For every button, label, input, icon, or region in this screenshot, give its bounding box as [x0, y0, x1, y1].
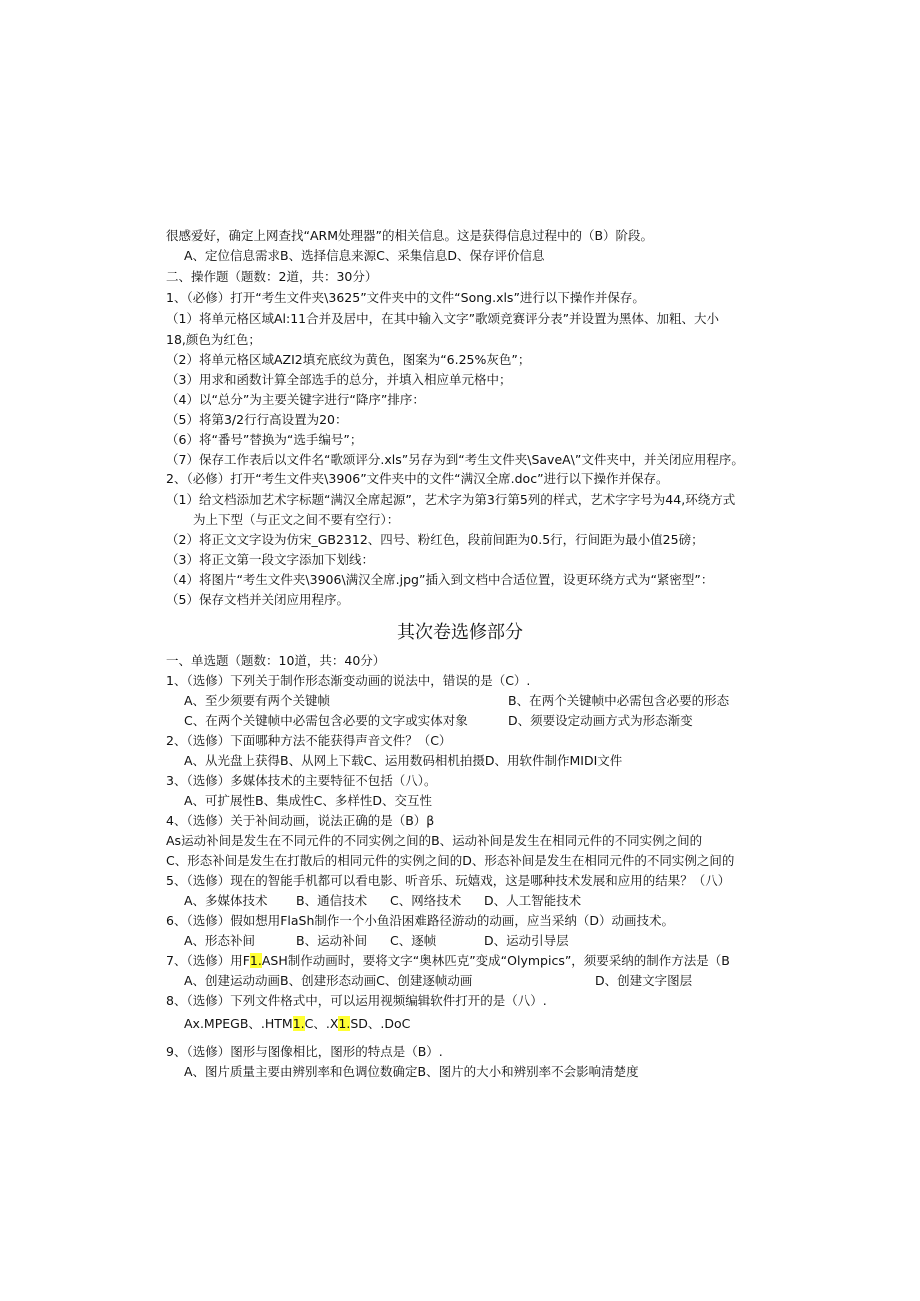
- option-b: B、运动补间: [296, 933, 368, 948]
- question-line: 8、（选修）下列文件格式中，可以运用视频编辑软件打开的是（八）.: [166, 993, 547, 1008]
- option-c: C、在两个关键帧中必需包含必要的文字或实体对象: [184, 713, 468, 728]
- options-line: A、图片质量主要由辨别率和色调位数确定B、图片的大小和辨别率不会影响清楚度: [184, 1064, 639, 1079]
- question-line: [166, 951, 730, 971]
- highlighted-text: 1.: [249, 953, 262, 968]
- option-d: D、人工智能技术: [484, 893, 582, 908]
- options-line: A、从光盘上获得B、从网上下载C、运用数码相机拍摄D、用软件制作MIDI文件: [184, 753, 623, 768]
- options-line: C、形态补间是发生在打散后的相同元件的实例之间的D、形态补间是发生在相同元件的不同实例之间的: [166, 853, 735, 868]
- question-line: 9、（选修）图形与图像相比，图形的特点是（B）.: [166, 1044, 443, 1059]
- question-line: 1、（选修）下列关于制作形态渐变动画的说法中，错误的是（C）.: [166, 673, 531, 688]
- step-line: （1）给文档添加艺术字标题“满汉全席起源”，艺术字为第3行第5列的样式，艺术字字号为44,环绕方式: [166, 492, 736, 507]
- highlighted-text: 1.: [292, 1016, 305, 1031]
- option-b: B、在两个关键帧中必需包含必要的形态: [508, 693, 730, 708]
- question-line: 6、（选修）假如想用FlaSh制作一个小鱼沿困难路径游动的动画，应当采纳（D）动画技术。: [166, 913, 675, 928]
- step-line: （2）将单元格区域AZI2填充底纹为黄色，图案为“6.25%灰色”；: [166, 352, 531, 367]
- step-line: （5）保存文档并关闭应用程序。: [166, 592, 349, 607]
- step-line: （4）以“总分”为主要关键字进行“降序”排序：: [166, 392, 425, 407]
- option-b: B、通信技术: [296, 893, 368, 908]
- step-line: （5）将第3/2行行高设置为20：: [166, 412, 348, 427]
- option-a: A、多媒体技术: [184, 893, 268, 908]
- option-a: A、形态补间: [184, 933, 256, 948]
- question-line: 1、（必修）打开“考生文件夹\3625”文件夹中的文件“Song.xls”进行以下操作并保存。: [166, 290, 645, 305]
- option-d: D、须要设定动画方式为形态渐变: [508, 713, 693, 728]
- step-line: （4）将图片“考生文件夹\3906\满汉全席.jpg”插入到文档中合适位置，设更环绕方式为“紧密型”：: [166, 572, 714, 587]
- option-d: D、运动引导层: [484, 933, 569, 948]
- option-text: SD、.DoC: [350, 1016, 411, 1031]
- highlighted-text: 1.: [338, 1016, 351, 1031]
- text-line: 很感爱好，确定上网查找“ARM处理器”的相关信息。这是获得信息过程中的（B）阶段。: [166, 228, 654, 243]
- step-line: （3）将正文第一段文字添加下划线：: [166, 552, 374, 567]
- step-line: （1）将单元格区域Al:11合并及居中，在其中输入文字”歌颂竞赛评分表”并设置为黑体、加粗、大小: [166, 311, 720, 326]
- option-text: C、.X: [304, 1016, 339, 1031]
- options-line: As运动补间是发生在不同元件的不同实例之间的B、运动补间是发生在相同元件的不同实例之间的: [166, 833, 703, 848]
- option-c: C、逐帧: [390, 933, 437, 948]
- option-a: A、至少须要有两个关键帧: [184, 693, 331, 708]
- step-line: 18,颜色为红色；: [166, 332, 261, 347]
- question-line: 2、（必修）打开“考生文件夹\3906”文件夹中的文件“满汉全席.doc”进行以下操作并保存。: [166, 471, 669, 486]
- section-heading: 二、操作题（题数：2道，共：30分）: [166, 269, 378, 284]
- question-text: ASH制作动画时，要将文字“奥林匹克”变成“Olympics”，须要采纳的制作方法是（B: [261, 953, 730, 968]
- step-line: （7）保存工作表后以文件名“歌颂评分.xls”另存为到“考生文件夹\SaveA\”文件夹中，并关闭应用程序。: [166, 452, 744, 467]
- question-line: 4、（选修）关于补间动画，说法正确的是（B）β: [166, 813, 435, 828]
- step-line: （6）将“番号”替换为“选手编号”；: [166, 432, 363, 447]
- option-d: D、创建文字图层: [595, 973, 693, 988]
- section-title: 其次卷选修部分: [397, 622, 523, 643]
- question-text: 7、（选修）用F: [166, 953, 250, 968]
- question-line: 5、（选修）现在的智能手机都可以看电影、听音乐、玩嬉戏，这是哪种技术发展和应用的结果？（八）: [166, 873, 731, 888]
- step-line: 为上下型（与正文之间不要有空行）：: [193, 512, 400, 527]
- section-heading: 一、单选题（题数：10道，共：40分）: [166, 653, 386, 668]
- question-line: 3、（选修）多媒体技术的主要特征不包括（八）。: [166, 773, 437, 788]
- step-line: （3）用求和函数计算全部选手的总分，并填入相应单元格中；: [166, 372, 512, 387]
- question-line: 2、（选修）下面哪种方法不能获得声音文件？（C）: [166, 733, 452, 748]
- option-c: C、网络技术: [390, 893, 462, 908]
- options-line: [184, 1014, 410, 1034]
- step-line: （2）将正文文字设为仿宋_GB2312、四号、粉红色，段前间距为0.5行，行间距为最小值25磅；: [166, 532, 704, 547]
- options-line: A、可扩展性B、集成性C、多样性D、交互性: [184, 793, 432, 808]
- options-line: A、创建运动动画B、创建形态动画C、创建逐帧动画: [184, 973, 473, 988]
- option-text: Ax.MPEGB、.HTM: [184, 1016, 293, 1031]
- options-line: A、定位信息需求B、选择信息来源C、采集信息D、保存评价信息: [184, 248, 545, 263]
